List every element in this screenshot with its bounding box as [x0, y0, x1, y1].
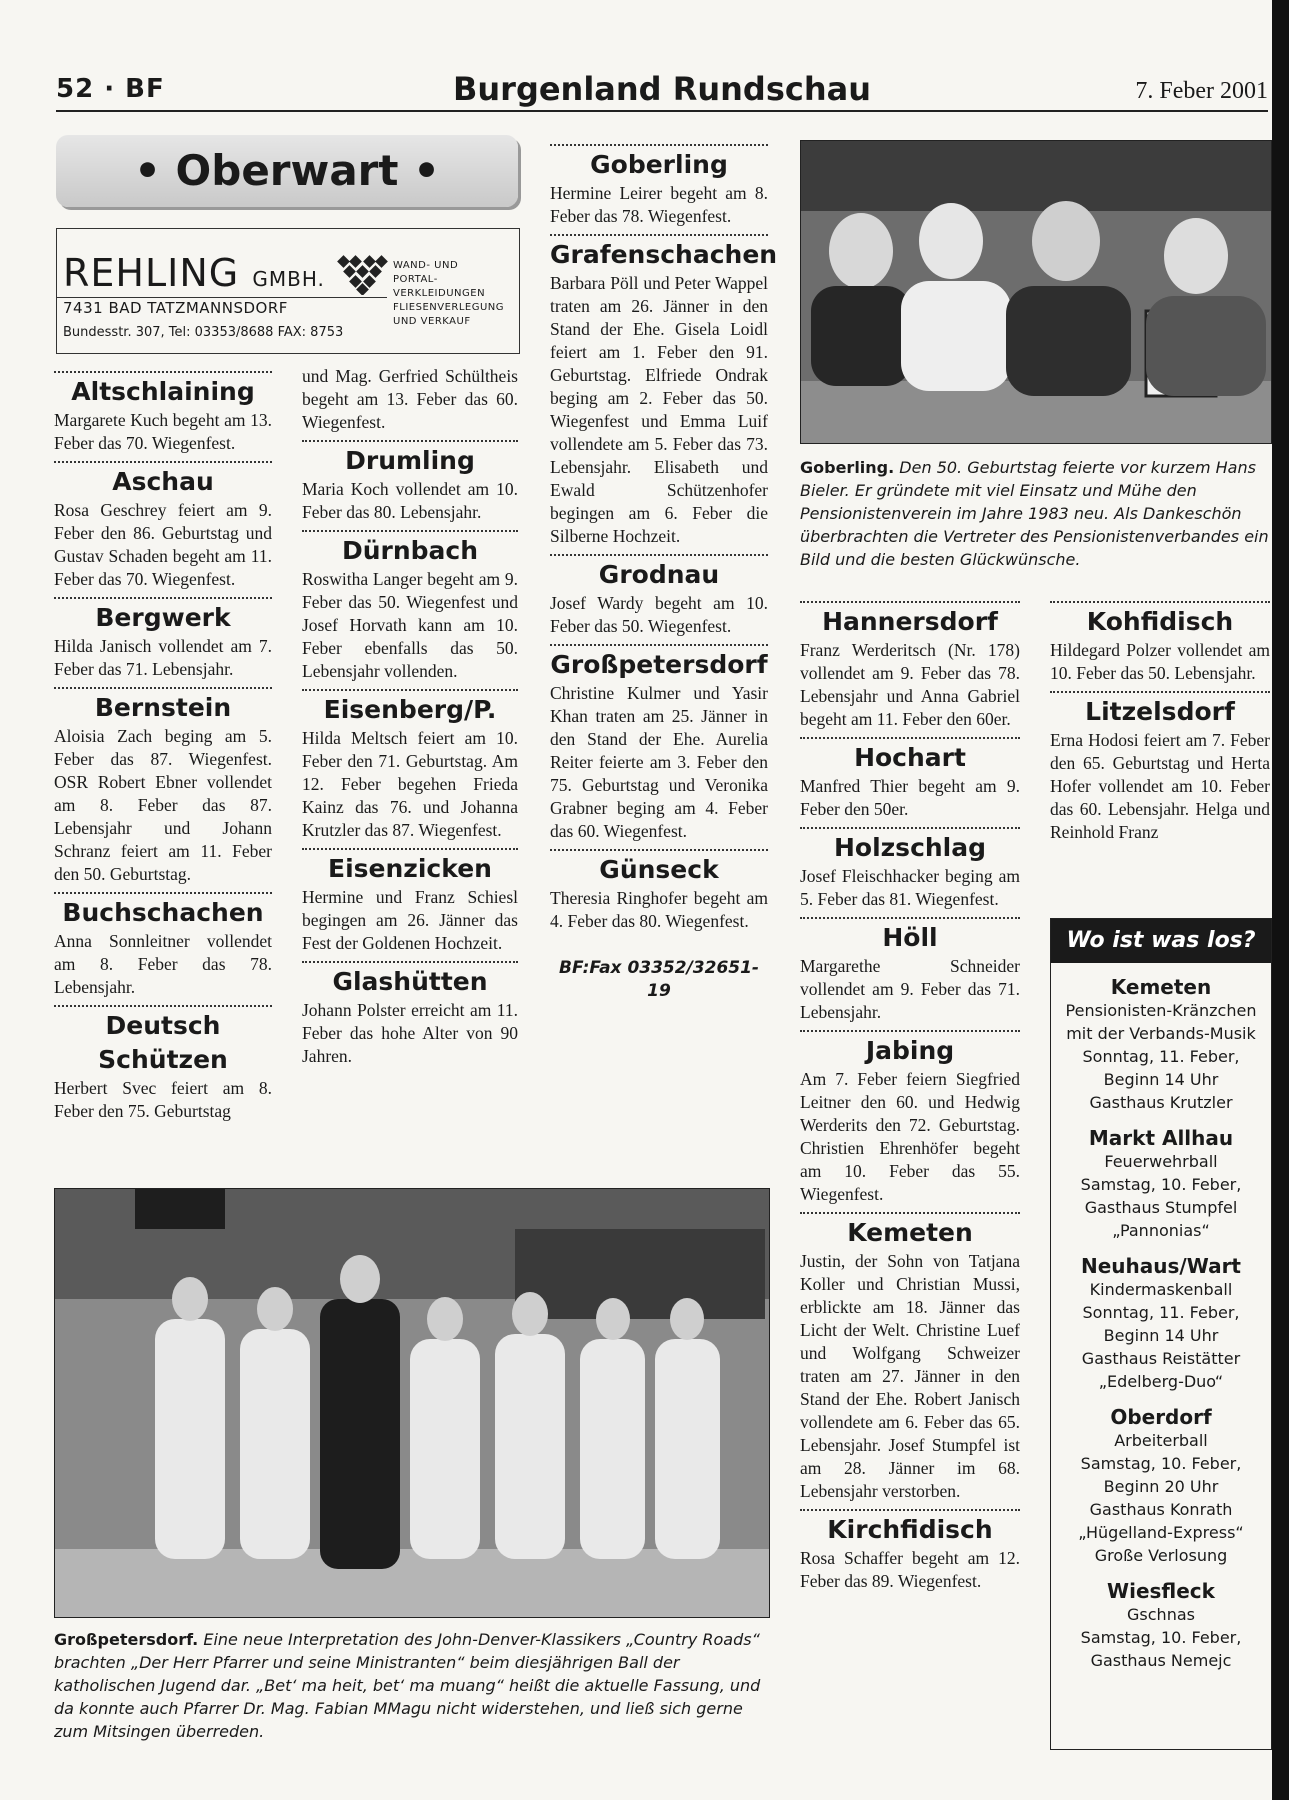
divider	[1050, 691, 1270, 693]
ad-divider	[57, 297, 387, 298]
town-heading: Günseck	[599, 855, 719, 884]
event-place: Oberdorf	[1110, 1405, 1212, 1429]
town-heading: Kemeten	[847, 1218, 973, 1247]
town-heading: Eisenberg/P.	[323, 695, 497, 724]
divider	[54, 597, 272, 599]
event-line: Gasthaus Reistätter	[1081, 1349, 1241, 1368]
announcement: Rosa Geschrey feiert am 9. Feber den 86. Geburtstag und Gustav Schaden begeht am 11. Feber das 70. Wiegenfest.	[54, 500, 272, 589]
divider	[800, 1030, 1020, 1032]
events-box	[1050, 918, 1272, 1750]
town-heading: Hochart	[854, 743, 966, 772]
event-line: Große Verlosung	[1094, 1546, 1228, 1565]
announcement: Hilda Janisch vollendet am 7. Feber das 71. Lebensjahr.	[54, 636, 272, 679]
divider	[800, 737, 1020, 739]
town-heading: Goberling	[590, 150, 728, 179]
divider	[54, 461, 272, 463]
town-heading: Kohfidisch	[1086, 607, 1234, 636]
town-heading: Jabing	[865, 1036, 955, 1065]
event-line: Feuerwehrball	[1104, 1152, 1218, 1171]
announcement: Christine Kulmer und Yasir Khan traten am 25. Jänner in den Stand der Ehe. Aurelia Reiter feierte am 3. Feber den 75. Geburtstag und Veronika Grabner beging am 4. Feber das 60. Wiegenfest.	[550, 683, 768, 841]
event-line: Beginn 14 Uhr	[1103, 1326, 1219, 1345]
divider	[800, 827, 1020, 829]
announcement: Anna Sonnleitner vollendet am 8. Feber das 78. Lebensjahr.	[54, 931, 272, 997]
divider	[800, 601, 1020, 603]
event-line: Gschnas	[1127, 1605, 1195, 1624]
event-line: Gasthaus Krutzler	[1089, 1093, 1233, 1112]
column-5	[1050, 595, 1270, 844]
divider	[550, 144, 768, 146]
goberling-caption: Goberling. Den 50. Geburtstag feierte vor kurzem Hans Bieler. Er gründete mit viel Einsatz und Mühe den Pensionistenverein im Jahre 1983 neu. Als Dankeschön überbrachten die Vertreter des Pensionistenverbandes ein Bild und die besten Glückwünsche.	[800, 458, 1269, 569]
rehling-ad	[56, 228, 520, 354]
event-place: Wiesfleck	[1107, 1579, 1215, 1603]
photo-illustration	[55, 1189, 769, 1617]
town-heading: Dürnbach	[341, 536, 479, 565]
divider	[302, 530, 518, 532]
town-heading: Bergwerk	[95, 603, 231, 632]
issue-date: 7. Feber 2001	[1135, 78, 1268, 104]
grosspetersdorf-photo	[54, 1188, 770, 1618]
event-place: Neuhaus/Wart	[1081, 1254, 1241, 1278]
event-line: Kindermaskenball	[1089, 1280, 1233, 1299]
announcement: Herbert Svec feiert am 8. Feber den 75. Geburtstag	[54, 1078, 272, 1121]
event-line: Gasthaus Nemejc	[1090, 1651, 1232, 1670]
ad-company: REHLING GMBH.	[63, 251, 325, 295]
event-line: Pensionisten-Kränzchen	[1065, 1001, 1257, 1020]
announcement: Manfred Thier begeht am 9. Feber den 50er.	[800, 776, 1020, 819]
announcement: Margarete Kuch begeht am 13. Feber das 70. Wiegenfest.	[54, 410, 272, 453]
column-1	[54, 365, 272, 1123]
column-4	[800, 595, 1020, 1593]
town-heading: Aschau	[112, 467, 214, 496]
announcement: Franz Werderitsch (Nr. 178) vollendet am 9. Feber das 78. Lebensjahr und Anna Gabriel begeht am 11. Feber den 60er.	[800, 640, 1020, 729]
announcement: Hermine und Franz Schiesl begingen am 26. Jänner das Fest der Goldenen Hochzeit.	[302, 887, 518, 953]
event-place: Kemeten	[1110, 975, 1212, 999]
divider	[550, 234, 768, 236]
event-line: Beginn 14 Uhr	[1103, 1070, 1219, 1089]
event-line: Beginn 20 Uhr	[1103, 1477, 1219, 1496]
town-heading: Bernstein	[94, 693, 232, 722]
announcement: Erna Hodosi feiert am 7. Feber den 65. Geburtstag und Herta Hofer vollendet am 10. Feber das 60. Lebensjahr. Helga und Reinhold Franz	[1050, 730, 1270, 842]
town-heading: Großpetersdorf	[550, 650, 768, 679]
divider	[302, 848, 518, 850]
town-heading: Kirchfidisch	[827, 1515, 993, 1544]
goberling-photo	[800, 140, 1272, 444]
announcement: und Mag. Gerfried Schültheis begeht am 13. Feber das 60. Wiegenfest.	[302, 366, 518, 432]
divider	[54, 892, 272, 894]
divider	[302, 440, 518, 442]
announcement: Roswitha Langer begeht am 9. Feber das 50. Wiegenfest und Josef Horvath kann am 10. Feber ebenfalls das 50. Lebensjahr vollenden.	[302, 569, 518, 681]
event-line: Sonntag, 11. Feber,	[1082, 1047, 1240, 1066]
town-heading: Glashütten	[332, 967, 488, 996]
column-3	[550, 138, 778, 1003]
divider	[550, 849, 768, 851]
ad-tagline: WAND- UND PORTAL- VERKLEIDUNGEN FLIESENVERLEGUNG UND VERKAUF	[393, 260, 505, 327]
town-heading: Hannersdorf	[822, 607, 998, 636]
announcement: Hermine Leirer begeht am 8. Feber das 78. Wiegenfest.	[550, 183, 768, 226]
event-line: mit der Verbands-Musik	[1066, 1024, 1256, 1043]
announcement: Josef Wardy begeht am 10. Feber das 50. Wiegenfest.	[550, 593, 768, 636]
event-line: Gasthaus Konrath	[1089, 1500, 1233, 1519]
announcement: Barbara Pöll und Peter Wappel traten am 26. Jänner in den Stand der Ehe. Gisela Loidl feiert am 1. Feber den 91. Geburtstag. Elfriede Ondrak beging am 2. Feber das 50. Wiegenfest und Emma Luif vollendete am 5. Feber das 73. Lebensjahr. Elisabeth und Ewald Schützenhofer begingen am 6. Feber die Silberne Hochzeit.	[550, 273, 768, 546]
event-line: „Edelberg-Duo“	[1098, 1372, 1224, 1391]
divider	[302, 961, 518, 963]
scan-edge	[1272, 0, 1289, 1800]
town-heading: Altschlaining	[71, 377, 255, 406]
town-heading: Höll	[882, 923, 938, 952]
town-heading: Drumling	[345, 446, 475, 475]
announcement: Maria Koch vollendet am 10. Feber das 80. Lebensjahr.	[302, 479, 518, 522]
town-heading: Buchschachen	[62, 898, 264, 927]
divider	[54, 371, 272, 373]
event-line: Samstag, 10. Feber,	[1080, 1175, 1242, 1194]
divider	[302, 689, 518, 691]
event-line: Samstag, 10. Feber,	[1080, 1628, 1242, 1647]
announcement: Rosa Schaffer begeht am 12. Feber das 89. Wiegenfest.	[800, 1548, 1020, 1591]
town-heading: Litzelsdorf	[1085, 697, 1235, 726]
divider	[800, 1212, 1020, 1214]
announcement: Josef Fleischhacker beging am 5. Feber das 81. Wiegenfest.	[800, 866, 1020, 909]
divider	[800, 917, 1020, 919]
announcement: Am 7. Feber feiern Siegfried Leitner den 60. und Hedwig Werderits den 72. Geburtstag. Christien Ehrenhöfer begeht am 10. Feber das 55. Wiegenfest.	[800, 1069, 1020, 1204]
town-heading: Grodnau	[598, 560, 720, 589]
newspaper-title: Burgenland Rundschau	[452, 70, 871, 108]
grosspetersdorf-caption: Großpetersdorf. Eine neue Interpretation des John-Denver-Klassikers „Country Roads“ brachten „Der Herr Pfarrer und seine Ministranten“ beim diesjährigen Ball der katholischen Jugend dar. „Bet‘ ma heit, bet‘ ma muang“ heißt die aktuelle Fassung, und da konnte auch Pfarrer Dr. Mag. Fabian MMagu nicht widerstehen, und ließ sich gerne zum Mitsingen überreden.	[54, 1630, 761, 1741]
divider	[54, 1005, 272, 1007]
divider	[1050, 601, 1270, 603]
announcement: Theresia Ringhofer begeht am 4. Feber das 80. Wiegenfest.	[550, 888, 768, 931]
tile-logo-icon	[337, 249, 389, 295]
event-line: Sonntag, 11. Feber,	[1082, 1303, 1240, 1322]
page-number: 52 · BF	[56, 74, 165, 104]
events-title: Wo ist was los?	[1051, 919, 1271, 963]
town-heading: Eisenzicken	[328, 854, 492, 883]
event-line: Arbeiterball	[1114, 1431, 1208, 1450]
announcement: Aloisia Zach beging am 5. Feber das 87. Wiegenfest. OSR Robert Ebner vollendet am 8. Feber das 87. Lebensjahr und Johann Schranz feiert am 11. Feber den 50. Geburtstag.	[54, 726, 272, 884]
event-line: Samstag, 10. Feber,	[1080, 1454, 1242, 1473]
town-heading: Deutsch Schützen	[98, 1011, 228, 1074]
announcement: Johann Polster erreicht am 11. Feber das hohe Alter von 90 Jahren.	[302, 1000, 518, 1066]
column-2	[302, 365, 518, 1068]
divider	[550, 644, 768, 646]
announcement: Margarethe Schneider vollendet am 9. Feber das 71. Lebensjahr.	[800, 956, 1020, 1022]
town-heading: Holzschlag	[833, 833, 987, 862]
photo-illustration	[801, 141, 1271, 443]
ad-contact: Bundesstr. 307, Tel: 03353/8688 FAX: 8753	[63, 325, 344, 340]
divider	[54, 687, 272, 689]
event-line: „Hügelland-Express“	[1078, 1523, 1244, 1542]
announcement: Hildegard Polzer vollendet am 10. Feber das 50. Lebensjahr.	[1050, 640, 1270, 683]
section-title: • Oberwart •	[56, 135, 518, 207]
event-line: Gasthaus Stumpfel	[1084, 1198, 1238, 1217]
event-line: „Pannonias“	[1112, 1221, 1210, 1240]
divider	[550, 554, 768, 556]
divider	[800, 1509, 1020, 1511]
announcement: Justin, der Sohn von Tatjana Koller und Christian Mussi, erblickte am 18. Jänner das Licht der Welt. Christine Luef und Wolfgang Schweizer traten am 27. Jänner in den Stand der Ehe. Robert Janisch vollendete am 6. Feber das 65. Lebensjahr. Josef Stumpfel ist am 28. Jänner im 68. Lebensjahr verstorben.	[800, 1251, 1020, 1501]
ad-address: 7431 BAD TATZMANNSDORF	[63, 299, 288, 317]
town-heading: Grafenschachen	[550, 240, 778, 269]
announcement: Hilda Meltsch feiert am 10. Feber den 71. Geburtstag. Am 12. Feber begehen Frieda Kainz das 76. und Johanna Krutzler das 87. Wiegenfest.	[302, 728, 518, 840]
page-header	[56, 70, 1268, 112]
event-place: Markt Allhau	[1088, 1126, 1234, 1150]
fax-number: BF:Fax 03352/32651-19	[558, 958, 759, 1001]
